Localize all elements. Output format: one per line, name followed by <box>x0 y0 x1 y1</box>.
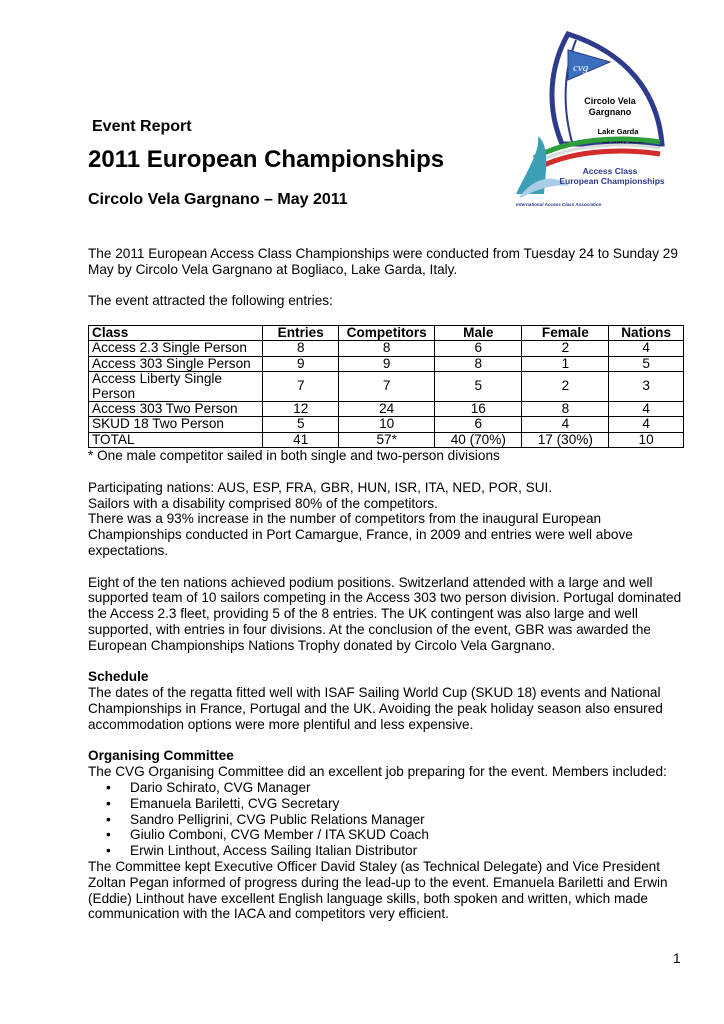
schedule-paragraph: The dates of the regatta fitted well with ISAF Sailing World Cup (SKUD 18) events and National Championships in France, Portugal and the UK. Avoiding the peak holiday season also ensured accommodation options were more plentiful and less expensive. <box>88 685 663 732</box>
table-cell: 2 <box>522 372 609 402</box>
logo-event-line1: Access Class <box>582 166 638 176</box>
committee-closing: The Committee kept Executive Officer David Staley (as Technical Delegate) and Vice President Zoltan Pegan informed of progress during the lead-up to the event. Emanuela Bariletti and Erwin (Eddie) Linthout have excellent English language skills, both spoken and written, which made communication with the IACA and competitors very efficient. <box>88 858 668 922</box>
table-cell: 4 <box>522 417 609 432</box>
table-cell: 9 <box>339 356 435 371</box>
logo-venue: Lake Garda <box>597 127 639 136</box>
table-cell: 7 <box>339 372 435 402</box>
column-header: Class <box>89 325 263 340</box>
table-cell: 6 <box>435 341 522 356</box>
list-item: • Giulio Comboni, CVG Member / ITA SKUD Coach <box>130 827 688 843</box>
table-footnote: * One male competitor sailed in both single and two-person divisions <box>88 448 500 464</box>
table-cell: Access Liberty Single Person <box>89 372 263 402</box>
page-number: 1 <box>673 951 681 966</box>
table-cell: 9 <box>263 356 339 371</box>
table-cell: 1 <box>522 356 609 371</box>
table-cell: Access 303 Single Person <box>89 356 263 371</box>
table-cell: Access 303 Two Person <box>89 402 263 417</box>
table-row <box>89 372 684 402</box>
nations-line: Participating nations: AUS, ESP, FRA, GBR, HUN, ISR, ITA, NED, POR, SUI. <box>88 479 553 495</box>
table-cell: 6 <box>435 417 522 432</box>
table-cell: 8 <box>522 402 609 417</box>
page-title: 2011 European Championships <box>88 146 445 173</box>
table-row <box>89 417 684 432</box>
table-cell: 57* <box>339 432 435 447</box>
list-item: • Erwin Linthout, Access Sailing Italian Distributor <box>130 843 688 859</box>
table-cell: 24 <box>339 402 435 417</box>
entries-intro: The event attracted the following entries: <box>88 293 333 309</box>
table-row <box>89 341 684 356</box>
table-cell: 7 <box>263 372 339 402</box>
club-initials: cvg <box>573 62 589 74</box>
table-cell: TOTAL <box>89 432 263 447</box>
committee-heading: Organising Committee <box>88 748 234 764</box>
table-cell: 4 <box>609 341 684 356</box>
podium-paragraph: Eight of the ten nations achieved podium positions. Switzerland attended with a large and well supported team of 10 sailors competing in the Access 303 two person division. Portugal dominated the Access 2.3 fleet, providing 5 of the 8 entries. The UK contingent was also large and well supported, with entries in four divisions. At the conclusion of the event, GBR was awarded the European Championships Nations Trophy donated by Circolo Vela Gargnano. <box>88 574 682 653</box>
table-cell: 5 <box>263 417 339 432</box>
table-row <box>89 356 684 371</box>
report-kicker: Event Report <box>92 118 192 135</box>
logo-association: International Access Class Association <box>516 202 602 207</box>
increase-line: There was a 93% increase in the number of competitors from the inaugural European Championships conducted in Port Camargue, France, in 2009 and entries were well above expectations. <box>88 511 633 559</box>
entries-table <box>88 325 684 448</box>
column-header: Competitors <box>339 325 435 340</box>
table-cell: 3 <box>609 372 684 402</box>
schedule-heading: Schedule <box>88 669 149 685</box>
table-cell: Access 2.3 Single Person <box>89 341 263 356</box>
logo-event-line2: European Championships <box>559 176 665 186</box>
committee-members-list <box>88 780 688 859</box>
table-cell: 12 <box>263 402 339 417</box>
table-cell: 4 <box>609 402 684 417</box>
list-item: • Sandro Pelligrini, CVG Public Relations Manager <box>130 812 688 828</box>
club-name-line1: Circolo Vela <box>584 96 636 106</box>
table-cell: 4 <box>609 417 684 432</box>
column-header: Female <box>522 325 609 340</box>
column-header: Entries <box>263 325 339 340</box>
table-cell: 40 (70%) <box>435 432 522 447</box>
table-total-row <box>89 432 684 447</box>
logo-dates: 24-29 May 2011 <box>590 136 646 145</box>
table-header-row <box>89 325 684 340</box>
report-body <box>88 246 688 922</box>
page-subtitle: Circolo Vela Gargnano – May 2011 <box>88 191 348 208</box>
table-cell: 16 <box>435 402 522 417</box>
table-cell: 5 <box>609 356 684 371</box>
table-cell: 8 <box>435 356 522 371</box>
column-header: Nations <box>609 325 684 340</box>
disability-line: Sailors with a disability comprised 80% of the competitors. <box>88 495 438 511</box>
table-row <box>89 402 684 417</box>
list-item: • Emanuela Bariletti, CVG Secretary <box>130 796 688 812</box>
table-cell: 10 <box>339 417 435 432</box>
table-cell: SKUD 18 Two Person <box>89 417 263 432</box>
table-cell: 8 <box>263 341 339 356</box>
table-cell: 8 <box>339 341 435 356</box>
event-logo <box>510 26 668 210</box>
table-cell: 5 <box>435 372 522 402</box>
table-cell: 17 (30%) <box>522 432 609 447</box>
list-item: • Dario Schirato, CVG Manager <box>130 780 688 796</box>
committee-intro: The CVG Organising Committee did an excellent job preparing for the event. Members included: <box>88 764 667 780</box>
table-cell: 41 <box>263 432 339 447</box>
intro-paragraph: The 2011 European Access Class Championships were conducted from Tuesday 24 to Sunday 29 May by Circolo Vela Gargnano at Bogliaco, Lake Garda, Italy. <box>88 246 678 277</box>
club-name-line2: Gargnano <box>588 107 632 117</box>
column-header: Male <box>435 325 522 340</box>
table-cell: 10 <box>609 432 684 447</box>
table-cell: 2 <box>522 341 609 356</box>
